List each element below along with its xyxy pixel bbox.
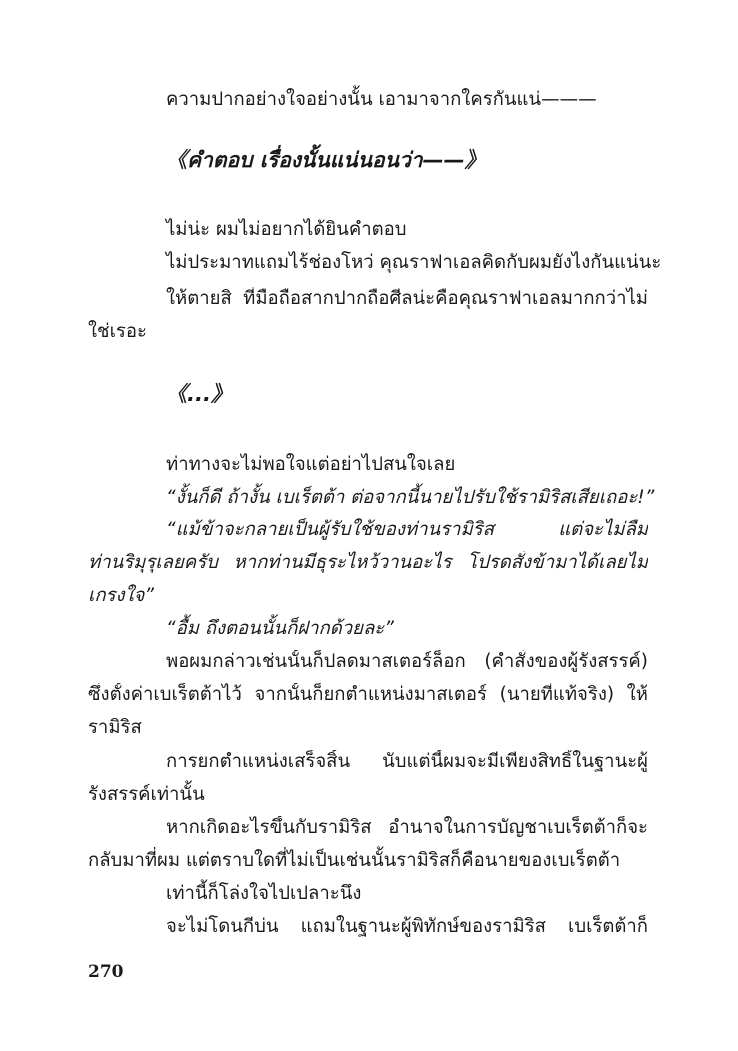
paragraph-line: ท่าทางจะไม่พอใจแต่อย่าไปสนใจเลย — [166, 454, 456, 475]
paragraph-line: เท่านี้ก็โล่งใจไปเปลาะนึง — [166, 883, 362, 904]
paragraph-line: ให้ตายสิ ที่มือถือสากปากถือศีลน่ะคือคุณราฟาเอลมากกว่าไม่ — [166, 288, 648, 309]
paragraph-line: การยกตำแหน่งเสร็จสิ้น นับแต่นี้ผมจะมีเพียงสิทธิ์ในฐานะผู้ — [166, 751, 648, 772]
paragraph-line: รังสรรค์เท่านั้น — [88, 784, 205, 805]
paragraph-line: ไม่น่ะ ผมไม่อยากได้ยินคำตอบ — [166, 219, 407, 240]
dialogue-line: “อื้ม ถึงตอนนั้นก็ฝากด้วยละ” — [166, 618, 394, 639]
paragraph-line: ความปากอย่างใจอย่างนั้น เอามาจากใครกันแน่——— — [166, 89, 597, 110]
dialogue-line: “งั้นก็ดี ถ้างั้น เบเร็ตต้า ต่อจากนี้นายไปรับใช้รามิริสเสียเถอะ!” — [166, 487, 655, 508]
paragraph-line: พอผมกล่าวเช่นนั้นก็ปลดมาสเตอร์ล็อก (คำสั่งของผู้รังสรรค์) — [166, 651, 648, 672]
page-number: 270 — [88, 962, 124, 982]
paragraph-line: ไม่ประมาทแถมไร้ช่องโหว่ คุณราฟาเอลคิดกับผมยังไงกันแน่นะ — [166, 252, 662, 273]
section-heading: 《คำตอบ เรื่องนั้นแน่นอนว่า——》 — [166, 148, 486, 172]
section-heading: 《...》 — [166, 382, 232, 406]
dialogue-line: เกรงใจ” — [88, 585, 154, 606]
dialogue-line: ท่านริมุรุเลยครับ หากท่านมีธุระไหว้วานอะไร โปรดสั่งข้ามาได้เลยไม่ — [88, 552, 648, 573]
paragraph-line: ซึ่งตั้งค่าเบเร็ตต้าไว้ จากนั้นก็ยกตำแหน่งมาสเตอร์ (นายที่แท้จริง) ให้ — [88, 684, 648, 705]
paragraph-line: ใช่เรอะ — [88, 321, 147, 342]
paragraph-line: กลับมาที่ผม แต่ตราบใดที่ไม่เป็นเช่นนั้นรามิริสก็คือนายของเบเร็ตต้า — [88, 850, 621, 871]
paragraph-line: จะไม่โดนกีบ่น แถมในฐานะผู้พิทักษ์ของรามิริส เบเร็ตต้าก็ — [166, 916, 648, 937]
dialogue-line: “แม้ข้าจะกลายเป็นผู้รับใช้ของท่านรามิริส แต่จะไม่ลืม — [166, 519, 648, 540]
paragraph-line: รามิริส — [88, 717, 142, 738]
paragraph-line: หากเกิดอะไรขึ้นกับรามิริส อำนาจในการบัญชาเบเร็ตต้าก็จะ — [166, 817, 648, 838]
